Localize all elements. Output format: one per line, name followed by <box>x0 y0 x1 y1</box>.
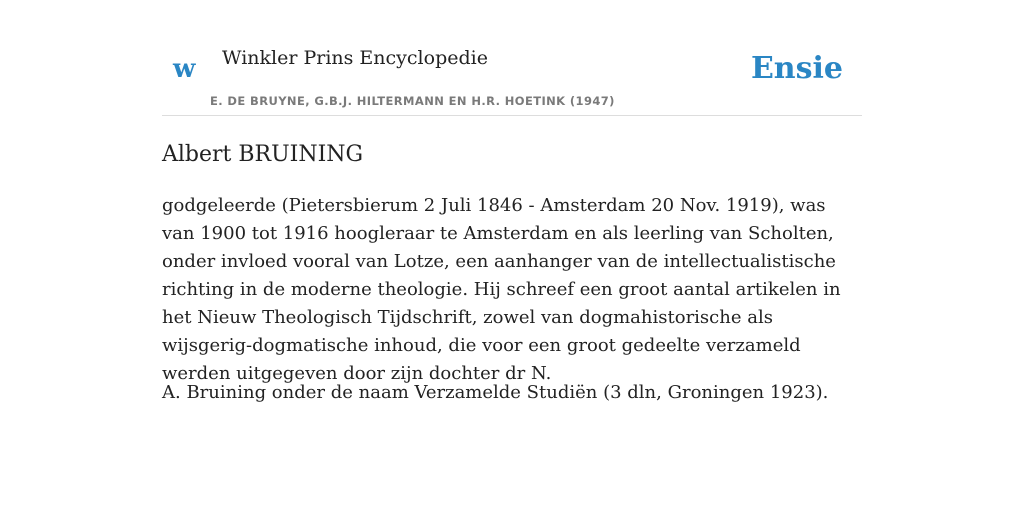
entry-title: Albert BRUINING <box>162 142 364 167</box>
entry-paragraph: godgeleerde (Pietersbierum 2 Juli 1846 - Amsterdam 20 Nov. 1919), was van 1900 tot 1916 hoogleraar te Amsterdam en als leerling van Scholten, onder invloed vooral van Lotze, een aanhanger van de intellectualistische richting in de moderne theologie. Hij schreef een groot aantal artikelen in het Nieuw Theologisch Tijdschrift, zowel van dogmahistorische als wijsgerig-dogmatische inhoud, die voor een groot gedeelte verzameld werden uitgegeven door zijn dochter dr N. <box>162 195 841 384</box>
entry-paragraph: A. Bruining onder de naam Verzamelde Studiën (3 dln, Groningen 1923). <box>162 382 829 403</box>
page-header <box>162 0 862 116</box>
publication-authors: E. DE BRUYNE, G.B.J. HILTERMANN EN H.R. HOETINK (1947) <box>210 94 615 108</box>
publication-title[interactable]: Winkler Prins Encyclopedie <box>222 47 488 69</box>
encyclopedia-logo[interactable]: w <box>173 54 196 84</box>
ensie-brand-link[interactable]: Ensie <box>750 51 843 86</box>
article-page <box>162 0 862 403</box>
